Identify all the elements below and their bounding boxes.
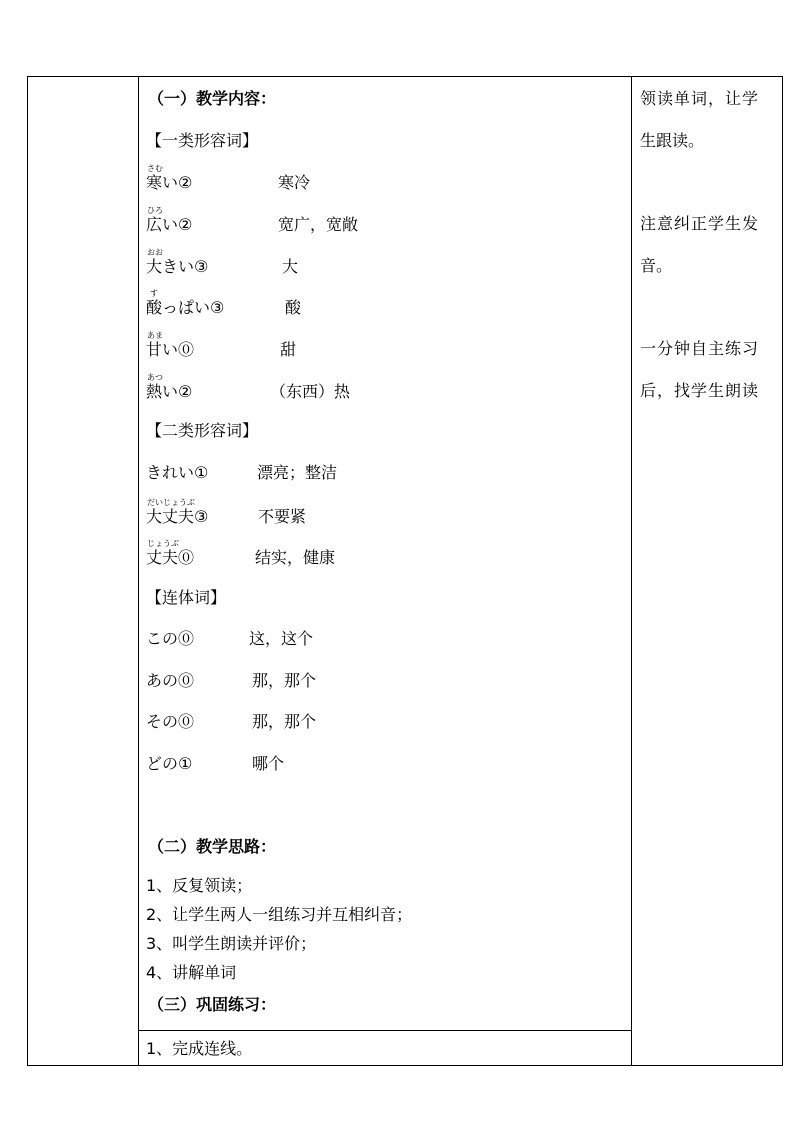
category-heading-i-adjectives: 【一类形容词】 [146, 131, 259, 150]
ruby-text: す [150, 289, 158, 298]
step-item: 3、叫学生朗读并评价； [146, 934, 317, 953]
vocab-meaning: 不要紧 [258, 507, 307, 526]
vocab-word: あの⓪ [146, 671, 195, 690]
vocab-word: 甘い⓪ [146, 340, 195, 359]
ruby-text: じょうぶ [147, 539, 179, 548]
vocab-meaning: 漂亮；整洁 [257, 463, 338, 482]
ruby-text: あま [147, 331, 163, 340]
teacher-note-line: 一分钟自主练习 [640, 339, 760, 358]
teacher-note-line: 注意纠正学生发 [640, 214, 760, 233]
ruby-text: あつ [147, 373, 163, 382]
vocab-word: きれい① [146, 463, 209, 482]
vocab-meaning: 甜 [280, 340, 297, 359]
vocab-word: 熱い② [146, 382, 193, 401]
step-item: 4、讲解单词 [146, 963, 237, 982]
vocab-word: 丈夫⓪ [146, 548, 195, 567]
vocab-word: 酸っぱい③ [146, 298, 225, 317]
section-heading-approach: （二）教学思路： [148, 837, 277, 856]
teacher-note-line: 音。 [640, 256, 673, 275]
vocab-meaning: 宽广，宽敞 [278, 215, 359, 234]
vocab-meaning: 那，那个 [252, 671, 317, 690]
teacher-note-line: 生跟读。 [640, 131, 705, 150]
teacher-note-line: 领读单词，让学 [640, 89, 760, 108]
vocab-meaning: 大 [282, 257, 299, 276]
vocab-meaning: 那，那个 [252, 712, 317, 731]
row-divider [138, 1030, 631, 1031]
ruby-text: さむ [147, 164, 163, 173]
vocab-word: どの① [146, 754, 193, 773]
teacher-note-line: 后，找学生朗读 [640, 381, 760, 400]
vocab-meaning: 寒冷 [278, 173, 311, 192]
vocab-word: 大丈夫③ [146, 507, 209, 526]
category-heading-na-adjectives: 【二类形容词】 [146, 421, 259, 440]
step-item: 2、让学生两人一组练习并互相纠音； [146, 905, 413, 924]
step-item: 1、反复领读； [146, 876, 253, 895]
vocab-meaning: 哪个 [252, 754, 285, 773]
ruby-text: おお [147, 248, 163, 257]
vocab-word: 広い② [146, 215, 193, 234]
vocab-word: この⓪ [146, 629, 195, 648]
ruby-text: ひろ [147, 206, 163, 215]
vocab-meaning: 结实，健康 [255, 548, 336, 567]
vocab-word: その⓪ [146, 712, 195, 731]
ruby-text: だいじょうぶ [147, 498, 195, 507]
vocab-meaning: （东西）热 [270, 382, 351, 401]
vocab-meaning: 酸 [285, 298, 302, 317]
column-divider-right [631, 77, 632, 1065]
practice-item: 1、完成连线。 [146, 1039, 253, 1058]
vocab-word: 寒い② [146, 173, 193, 192]
section-heading-content: （一）教学内容： [148, 89, 277, 108]
section-heading-practice: （三）巩固练习： [148, 995, 277, 1014]
category-heading-adnominals: 【连体词】 [146, 588, 227, 607]
column-divider-left [138, 77, 139, 1065]
vocab-word: 大きい③ [146, 257, 209, 276]
vocab-meaning: 这，这个 [249, 629, 314, 648]
